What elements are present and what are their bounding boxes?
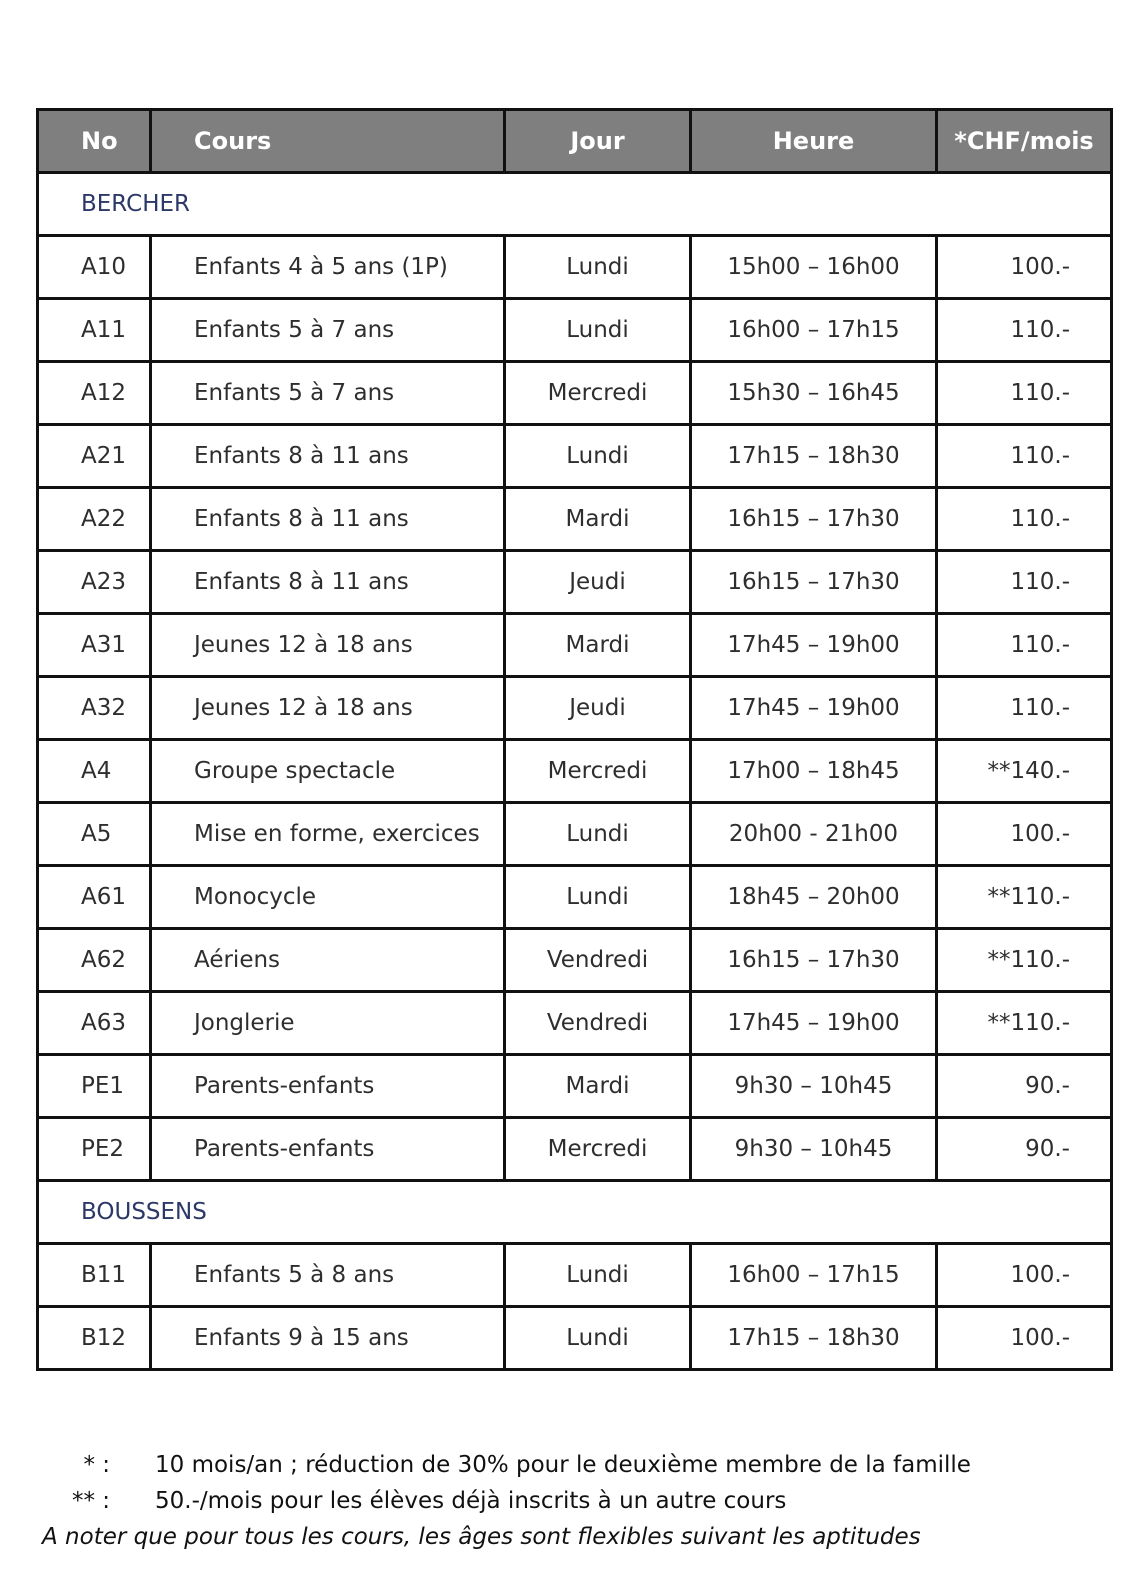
cell-heure: 15h00 – 16h00 bbox=[691, 236, 937, 299]
table-row bbox=[38, 236, 1112, 299]
table-row bbox=[38, 866, 1112, 929]
cell-jour: Mardi bbox=[505, 1055, 691, 1118]
cell-heure: 17h15 – 18h30 bbox=[691, 1307, 937, 1370]
table-row bbox=[38, 488, 1112, 551]
cell-cours: Enfants 8 à 11 ans bbox=[151, 551, 505, 614]
section-row bbox=[38, 173, 1112, 236]
table-row bbox=[38, 551, 1112, 614]
cell-cours: Enfants 9 à 15 ans bbox=[151, 1307, 505, 1370]
cell-heure: 9h30 – 10h45 bbox=[691, 1118, 937, 1181]
cell-prix: 110.- bbox=[937, 362, 1112, 425]
cell-cours: Enfants 4 à 5 ans (1P) bbox=[151, 236, 505, 299]
cell-jour: Lundi bbox=[505, 425, 691, 488]
footnote-double-star-text: 50.-/mois pour les élèves déjà inscrits à un autre cours bbox=[155, 1488, 787, 1514]
cell-no: B11 bbox=[38, 1244, 151, 1307]
cell-cours: Enfants 8 à 11 ans bbox=[151, 425, 505, 488]
cell-jour: Jeudi bbox=[505, 551, 691, 614]
cell-jour: Lundi bbox=[505, 299, 691, 362]
cell-jour: Lundi bbox=[505, 803, 691, 866]
cell-prix: 100.- bbox=[937, 803, 1112, 866]
cell-heure: 18h45 – 20h00 bbox=[691, 866, 937, 929]
cell-heure: 17h45 – 19h00 bbox=[691, 677, 937, 740]
table-header-row bbox=[38, 110, 1112, 173]
cell-prix: 110.- bbox=[937, 551, 1112, 614]
cell-heure: 9h30 – 10h45 bbox=[691, 1055, 937, 1118]
cell-cours: Enfants 5 à 7 ans bbox=[151, 362, 505, 425]
cell-prix: 90.- bbox=[937, 1055, 1112, 1118]
cell-jour: Mercredi bbox=[505, 1118, 691, 1181]
cell-no: A12 bbox=[38, 362, 151, 425]
cell-heure: 17h15 – 18h30 bbox=[691, 425, 937, 488]
footnote-star bbox=[40, 1452, 1120, 1488]
table-row bbox=[38, 992, 1112, 1055]
cell-no: A62 bbox=[38, 929, 151, 992]
cell-no: A4 bbox=[38, 740, 151, 803]
cell-no: A21 bbox=[38, 425, 151, 488]
cell-prix: 110.- bbox=[937, 677, 1112, 740]
cell-heure: 16h15 – 17h30 bbox=[691, 488, 937, 551]
section-title: BOUSSENS bbox=[38, 1181, 1112, 1244]
header-cours: Cours bbox=[151, 110, 505, 173]
cell-heure: 16h00 – 17h15 bbox=[691, 1244, 937, 1307]
header-no: No bbox=[38, 110, 151, 173]
cell-prix: **110.- bbox=[937, 866, 1112, 929]
table-row bbox=[38, 362, 1112, 425]
cell-prix: 110.- bbox=[937, 299, 1112, 362]
table-row bbox=[38, 1244, 1112, 1307]
cell-jour: Mardi bbox=[505, 488, 691, 551]
cell-prix: 100.- bbox=[937, 236, 1112, 299]
footnotes bbox=[40, 1452, 1120, 1550]
table-row bbox=[38, 740, 1112, 803]
cell-heure: 20h00 - 21h00 bbox=[691, 803, 937, 866]
cell-cours: Jeunes 12 à 18 ans bbox=[151, 614, 505, 677]
cell-heure: 16h00 – 17h15 bbox=[691, 299, 937, 362]
cell-cours: Enfants 5 à 8 ans bbox=[151, 1244, 505, 1307]
cell-cours: Jonglerie bbox=[151, 992, 505, 1055]
cell-cours: Mise en forme, exercices bbox=[151, 803, 505, 866]
cell-heure: 16h15 – 17h30 bbox=[691, 551, 937, 614]
cell-prix: 110.- bbox=[937, 614, 1112, 677]
header-heure: Heure bbox=[691, 110, 937, 173]
table-row bbox=[38, 614, 1112, 677]
cell-cours: Groupe spectacle bbox=[151, 740, 505, 803]
cell-jour: Vendredi bbox=[505, 929, 691, 992]
cell-prix: **110.- bbox=[937, 992, 1112, 1055]
cell-heure: 15h30 – 16h45 bbox=[691, 362, 937, 425]
cell-cours: Jeunes 12 à 18 ans bbox=[151, 677, 505, 740]
table-body bbox=[38, 173, 1112, 1370]
cell-heure: 16h15 – 17h30 bbox=[691, 929, 937, 992]
course-schedule-table bbox=[36, 108, 1113, 1371]
cell-jour: Lundi bbox=[505, 236, 691, 299]
cell-jour: Lundi bbox=[505, 866, 691, 929]
footnote-double-star-mark: ** : bbox=[71, 1488, 110, 1514]
cell-no: A31 bbox=[38, 614, 151, 677]
header-prix: *CHF/mois bbox=[937, 110, 1112, 173]
table-row bbox=[38, 1118, 1112, 1181]
cell-prix: 90.- bbox=[937, 1118, 1112, 1181]
table-row bbox=[38, 803, 1112, 866]
section-title: BERCHER bbox=[38, 173, 1112, 236]
cell-prix: 100.- bbox=[937, 1307, 1112, 1370]
cell-heure: 17h45 – 19h00 bbox=[691, 614, 937, 677]
cell-jour: Mercredi bbox=[505, 362, 691, 425]
cell-no: B12 bbox=[38, 1307, 151, 1370]
header-jour: Jour bbox=[505, 110, 691, 173]
table-row bbox=[38, 929, 1112, 992]
cell-cours: Parents-enfants bbox=[151, 1118, 505, 1181]
cell-no: PE2 bbox=[38, 1118, 151, 1181]
cell-jour: Lundi bbox=[505, 1244, 691, 1307]
cell-heure: 17h45 – 19h00 bbox=[691, 992, 937, 1055]
cell-jour: Lundi bbox=[505, 1307, 691, 1370]
cell-prix: **140.- bbox=[937, 740, 1112, 803]
cell-no: A22 bbox=[38, 488, 151, 551]
cell-prix: **110.- bbox=[937, 929, 1112, 992]
cell-no: A10 bbox=[38, 236, 151, 299]
cell-no: PE1 bbox=[38, 1055, 151, 1118]
table-row bbox=[38, 425, 1112, 488]
cell-no: A11 bbox=[38, 299, 151, 362]
cell-prix: 110.- bbox=[937, 425, 1112, 488]
cell-cours: Enfants 5 à 7 ans bbox=[151, 299, 505, 362]
cell-prix: 100.- bbox=[937, 1244, 1112, 1307]
cell-no: A5 bbox=[38, 803, 151, 866]
section-row bbox=[38, 1181, 1112, 1244]
table-row bbox=[38, 1055, 1112, 1118]
table-row bbox=[38, 677, 1112, 740]
cell-jour: Jeudi bbox=[505, 677, 691, 740]
table-row bbox=[38, 1307, 1112, 1370]
cell-jour: Mardi bbox=[505, 614, 691, 677]
cell-jour: Vendredi bbox=[505, 992, 691, 1055]
cell-cours: Parents-enfants bbox=[151, 1055, 505, 1118]
cell-no: A61 bbox=[38, 866, 151, 929]
footnote-flexible-ages: A noter que pour tous les cours, les âges sont flexibles suivant les aptitudes bbox=[42, 1524, 921, 1550]
cell-no: A63 bbox=[38, 992, 151, 1055]
footnote-double-star bbox=[40, 1488, 1120, 1524]
cell-no: A32 bbox=[38, 677, 151, 740]
cell-cours: Aériens bbox=[151, 929, 505, 992]
table-row bbox=[38, 299, 1112, 362]
footnote-star-mark: * : bbox=[83, 1452, 110, 1478]
cell-no: A23 bbox=[38, 551, 151, 614]
cell-cours: Monocycle bbox=[151, 866, 505, 929]
cell-prix: 110.- bbox=[937, 488, 1112, 551]
cell-jour: Mercredi bbox=[505, 740, 691, 803]
cell-cours: Enfants 8 à 11 ans bbox=[151, 488, 505, 551]
footnote-star-text: 10 mois/an ; réduction de 30% pour le deuxième membre de la famille bbox=[155, 1452, 971, 1478]
cell-heure: 17h00 – 18h45 bbox=[691, 740, 937, 803]
